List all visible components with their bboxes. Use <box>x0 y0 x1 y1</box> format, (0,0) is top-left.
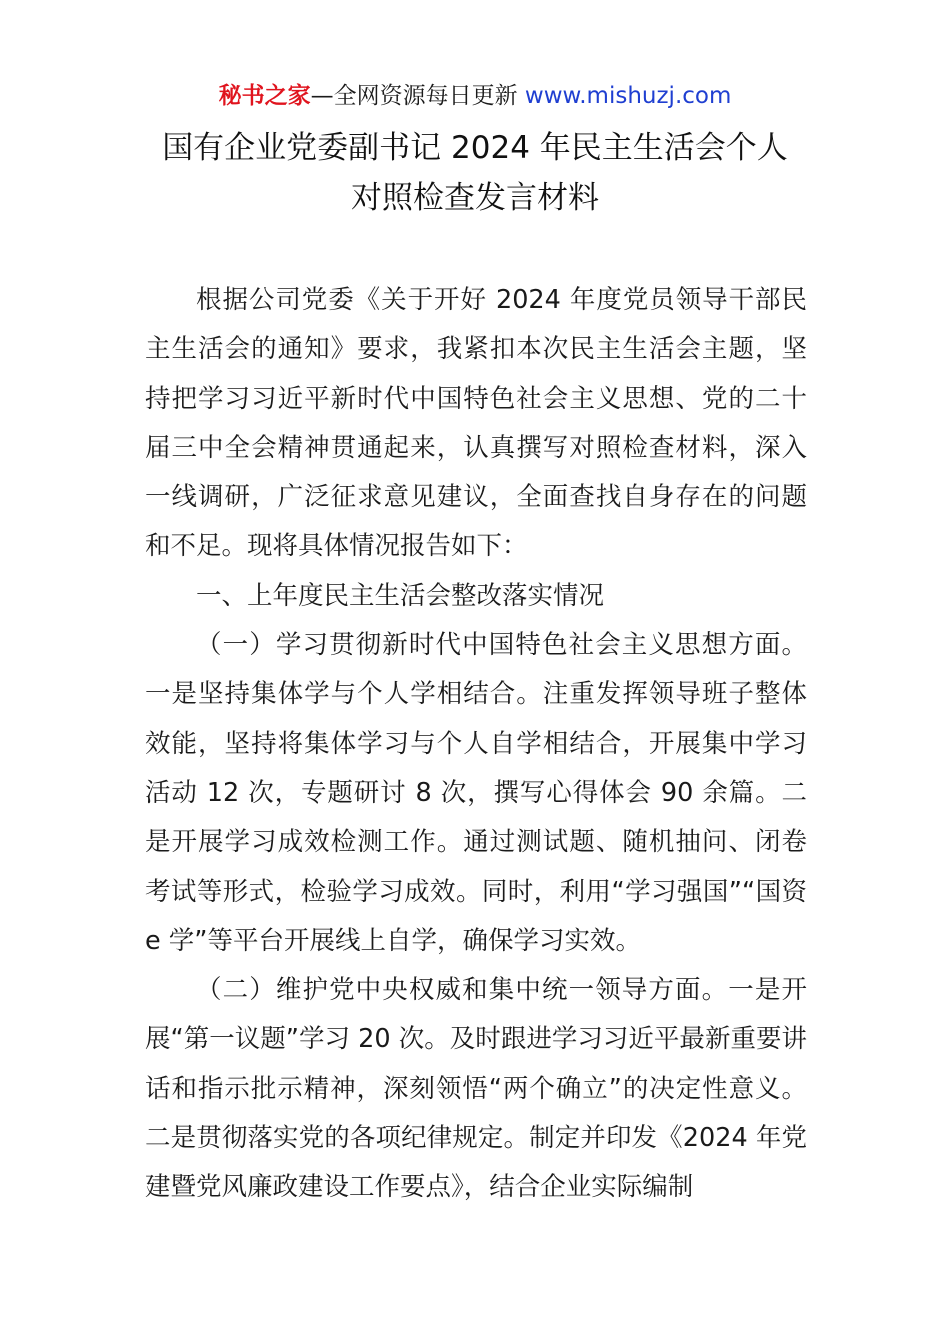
document-title-line-2: 对照检查发言材料 <box>351 180 599 216</box>
paragraph-subsection-2: （二）维护党中央权威和集中统一领导方面。一是开展“第一议题”学习 20 次。及时跟进学习习近平最新重要讲话和指示批示精神，深刻领悟“两个确立”的决定性意义。二是贯彻落实党的各项纪律规定。制定并印发《2024 年党建暨党风廉政建设工作要点》，结合企业实际编制 <box>145 975 807 1203</box>
site-link[interactable]: www.mishuzj.com <box>524 83 732 109</box>
header-tagline: —全网资源每日更新 <box>310 83 525 109</box>
brand-name: 秘书之家 <box>218 83 311 109</box>
document-title-line-1: 国有企业党委副书记 2024 年民主生活会个人 <box>162 130 788 166</box>
header-banner <box>0 80 950 112</box>
section-heading-1: 一、上年度民主生活会整改落实情况 <box>196 580 605 611</box>
document-body <box>145 276 807 1213</box>
paragraph-intro: 根据公司党委《关于开好 2024 年度党员领导干部民主生活会的通知》要求，我紧扣本次民主生活会主题，坚持把学习习近平新时代中国特色社会主义思想、党的二十届三中全会精神贯通起来，认真撰写对照检查材料，深入一线调研，广泛征求意见建议，全面查找自身存在的问题和不足。现将具体情况报告如下： <box>145 285 807 562</box>
paragraph-subsection-1: （一）学习贯彻新时代中国特色社会主义思想方面。一是坚持集体学与个人学相结合。注重发挥领导班子整体效能，坚持将集体学习与个人自学相结合，开展集中学习活动 12 次，专题研讨 8 次，撰写心得体会 90 余篇。二是开展学习成效检测工作。通过测试题、随机抽问、闭卷考试等形式，检验学习成效。同时，利用“学习强国”“国资 e 学”等平台开展线上自学，确保学习实效。 <box>145 630 807 956</box>
